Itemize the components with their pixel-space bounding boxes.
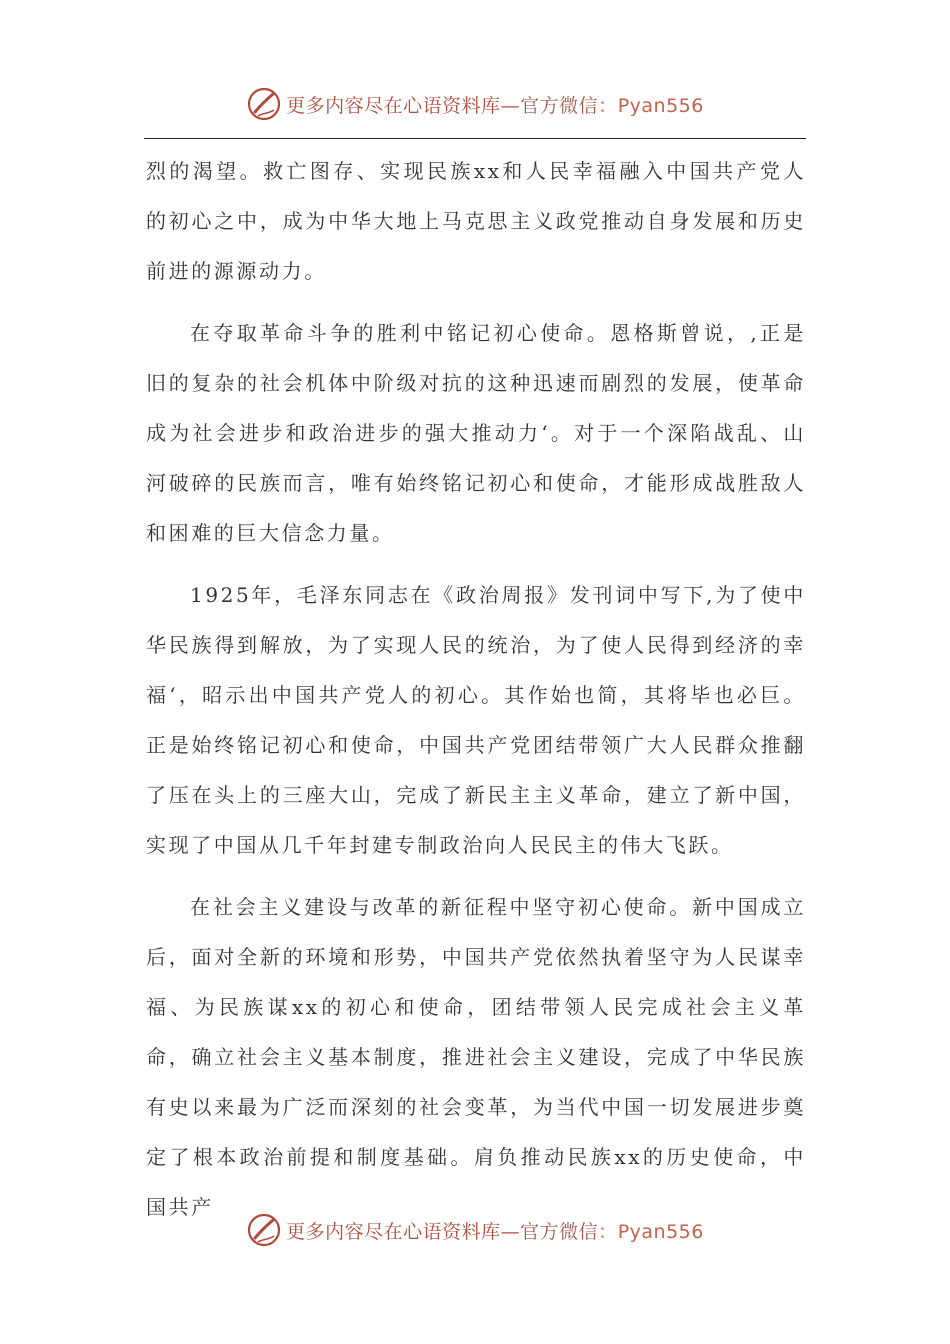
footer-banner-text [286, 1217, 704, 1244]
pen-logo-icon [246, 1212, 282, 1248]
paragraph-4: 在社会主义建设与改革的新征程中坚守初心使命。新中国成立后，面对全新的环境和形势，中国共产党依然执着坚守为人民谋幸福、为民族谋xx的初心和使命，团结带领人民完成社会主义革命，确立社会主义基本制度，推进社会主义建设，完成了中华民族有史以来最为广泛而深刻的社会变革，为当代中国一切发展进步奠定了根本政治前提和制度基础。肩负推动民族xx的历史使命，中国共产 [146, 895, 806, 1219]
paragraph-1: 烈的渴望。救亡图存、实现民族xx和人民幸福融入中国共产党人的初心之中，成为中华大地上马克思主义政党推动自身发展和历史前进的源源动力。 [146, 159, 806, 283]
header-wechat-label: 官方微信： [520, 94, 618, 117]
footer-dash: — [500, 1220, 521, 1243]
header-rule [144, 138, 806, 139]
pen-logo-icon [246, 86, 282, 122]
paragraph-3: 1925年，毛泽东同志在《政治周报》发刊词中写下,为了使中华民族得到解放，为了实现人民的统治，为了使人民得到经济的幸福‘，昭示出中国共产党人的初心。其作始也简，其将毕也必巨。正是始终铭记初心和使命，中国共产党团结带领广大人民群众推翻了压在头上的三座大山，完成了新民主主义革命，建立了新中国，实现了中国从几千年封建专制政治向人民民主的伟大飞跃。 [146, 583, 806, 857]
footer-wechat-label: 官方微信： [520, 1220, 618, 1243]
footer-wechat-id: Pyan556 [617, 1220, 704, 1243]
document-body [146, 146, 806, 1244]
header-site-text: 更多内容尽在心语资料库 [286, 94, 501, 117]
footer-site-text: 更多内容尽在心语资料库 [286, 1220, 501, 1243]
footer-banner [0, 1210, 950, 1250]
header-banner-text [286, 91, 704, 118]
paragraph-2: 在夺取革命斗争的胜利中铭记初心使命。恩格斯曾说，,正是旧的复杂的社会机体中阶级对抗的这种迅速而剧烈的发展，使革命成为社会进步和政治进步的强大推动力‘。对于一个深陷战乱、山河破碎的民族而言，唯有始终铭记初心和使命，才能形成战胜敌人和困难的巨大信念力量。 [146, 321, 806, 545]
header-wechat-id: Pyan556 [617, 94, 704, 117]
header-dash: — [500, 94, 521, 117]
header-banner [0, 84, 950, 124]
